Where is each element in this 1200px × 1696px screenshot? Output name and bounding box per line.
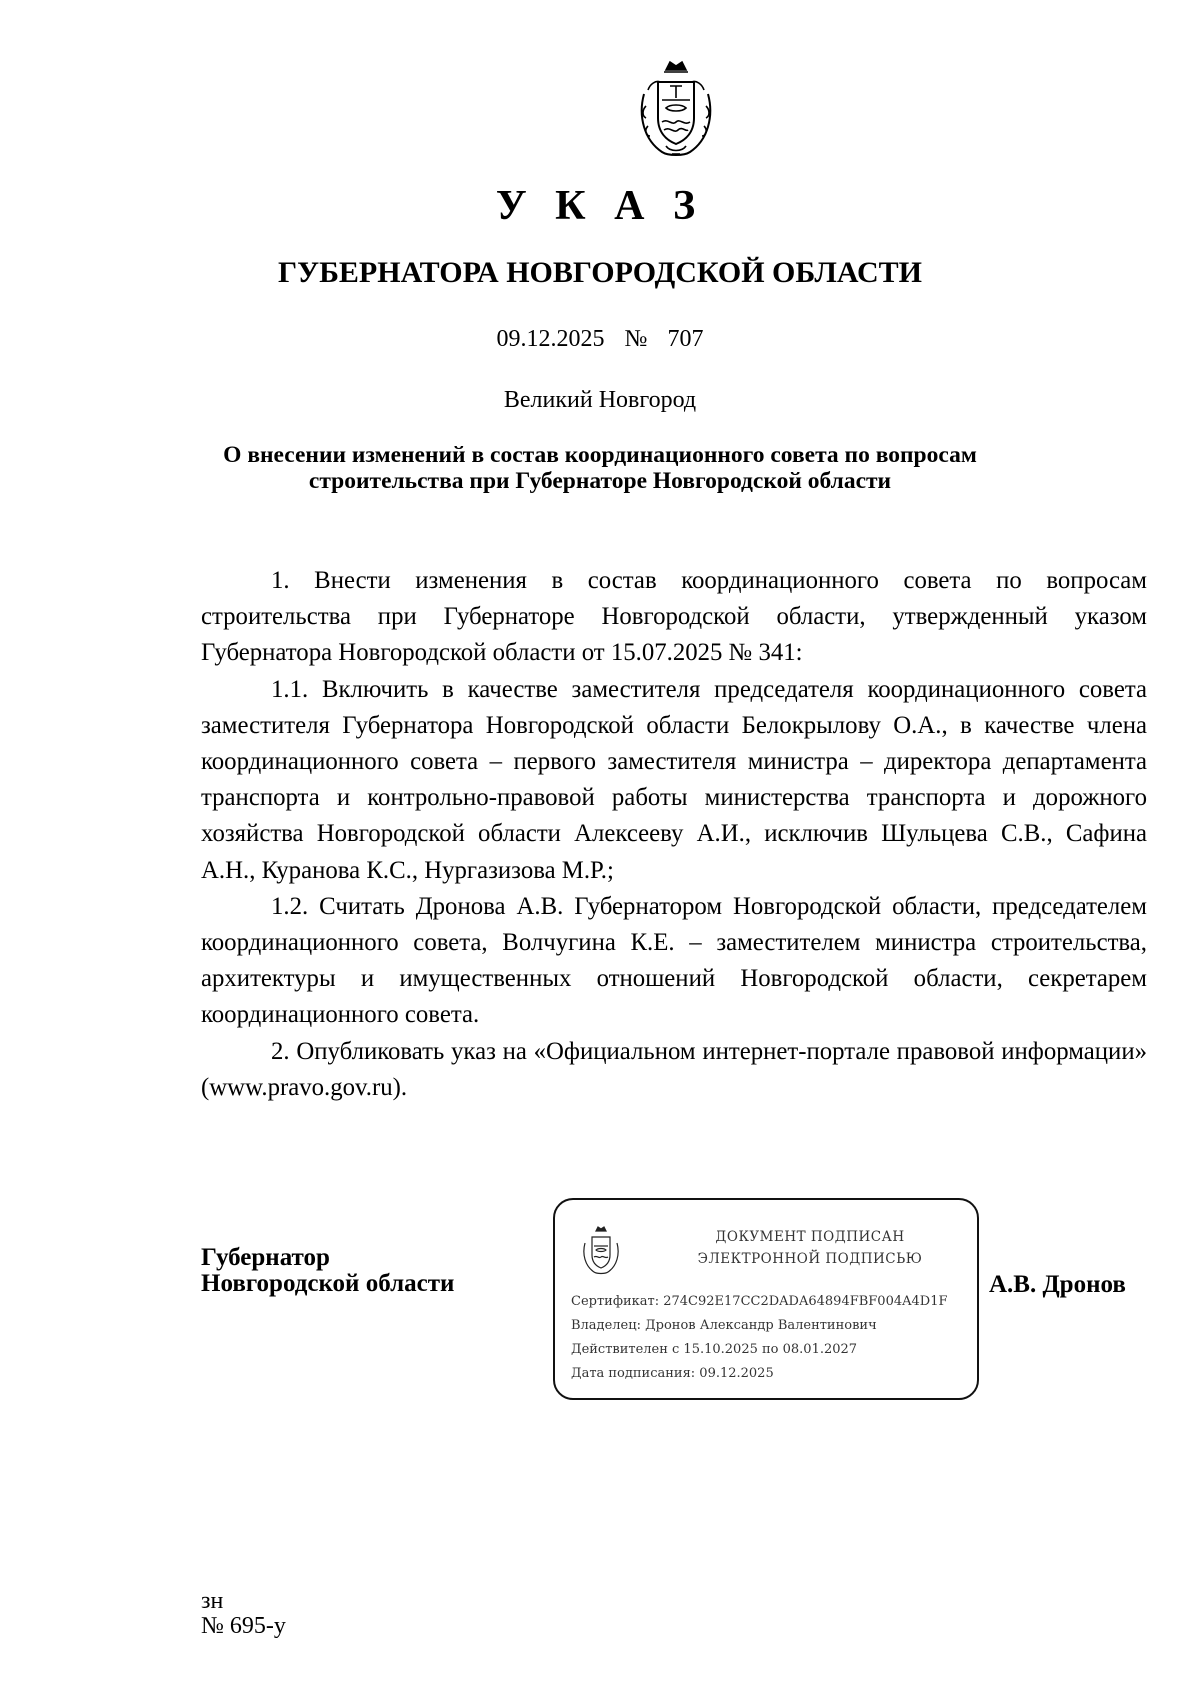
issue-city: Великий Новгород: [503, 387, 697, 413]
paragraph-1: 1. Внести изменения в состав координационного совета по вопросам строительства при Губернаторе Новгородской области, утвержденный указом Губернатора Новгородской области от 15.07.2025 № 341:: [201, 567, 1147, 667]
decree-body: [201, 563, 1147, 1106]
issuer-title: ГУБЕРНАТОРА НОВГОРОДСКОЙ ОБЛАСТИ: [277, 256, 923, 289]
decree-subject-line-1: О внесении изменений в состав координационного совета по вопросам: [223, 442, 977, 468]
stamp-certificate: Сертификат: 274C92E17CC2DADA64894FBF004A4D1F: [571, 1294, 948, 1309]
stamp-heading-line-1: ДОКУМЕНТ ПОДПИСАН: [715, 1229, 905, 1245]
signatory-position-line-2: Новгородской области: [201, 1270, 455, 1297]
electronic-signature-stamp: [553, 1198, 979, 1400]
signatory-name: А.В. Дронов: [989, 1271, 1126, 1298]
stamp-heading-line-2: ЭЛЕКТРОННОЙ ПОДПИСЬЮ: [697, 1251, 923, 1267]
date-and-number: 09.12.2025 № 707: [496, 326, 704, 352]
paragraph-1-1: 1.1. Включить в качестве заместителя председателя координационного совета заместителя Губернатора Новгородской области Белокрылову О.А., в качестве члена координационного совета – первого заместителя министра – директора департамента транспорта и контрольно-правовой работы министерства транспорта и дорожного хозяйства Новгородской области Алексееву А.И., исключив Шульцева С.В., Сафина А.Н., Куранова К.С., Нургазизова М.Р.;: [201, 675, 1147, 884]
stamp-signed-date: Дата подписания: 09.12.2025: [571, 1366, 774, 1381]
stamp-owner: Владелец: Дронов Александр Валентинович: [571, 1318, 877, 1333]
paragraph-1-2: 1.2. Считать Дронова А.В. Губернатором Новгородской области, председателем координационного совета, Волчугина К.Е. – заместителем министра строительства, архитектуры и имущественных отношений Новгородской области, секретарем координационного совета.: [201, 892, 1147, 1029]
registration-number: № 695-у: [201, 1613, 286, 1639]
executor-initials: зн: [201, 1588, 224, 1614]
signatory-position-line-1: Губернатор: [201, 1244, 330, 1271]
novgorod-coat-of-arms-icon: [636, 56, 716, 160]
decree-subject: [0, 442, 1200, 494]
paragraph-2: 2. Опубликовать указ на «Официальном интернет-портале правовой информации» (www.pravo.gov.ru).: [201, 1037, 1147, 1101]
signatory-position: [201, 1245, 454, 1297]
registration-footer: [201, 1589, 286, 1639]
stamp-heading: [650, 1226, 970, 1270]
document-type-title: У К А З: [495, 183, 705, 229]
stamp-coat-of-arms-icon: [580, 1224, 622, 1276]
stamp-validity: Действителен с 15.10.2025 по 08.01.2027: [571, 1342, 858, 1357]
decree-subject-line-2: строительства при Губернаторе Новгородской области: [308, 468, 892, 494]
stamp-details: [571, 1290, 948, 1386]
